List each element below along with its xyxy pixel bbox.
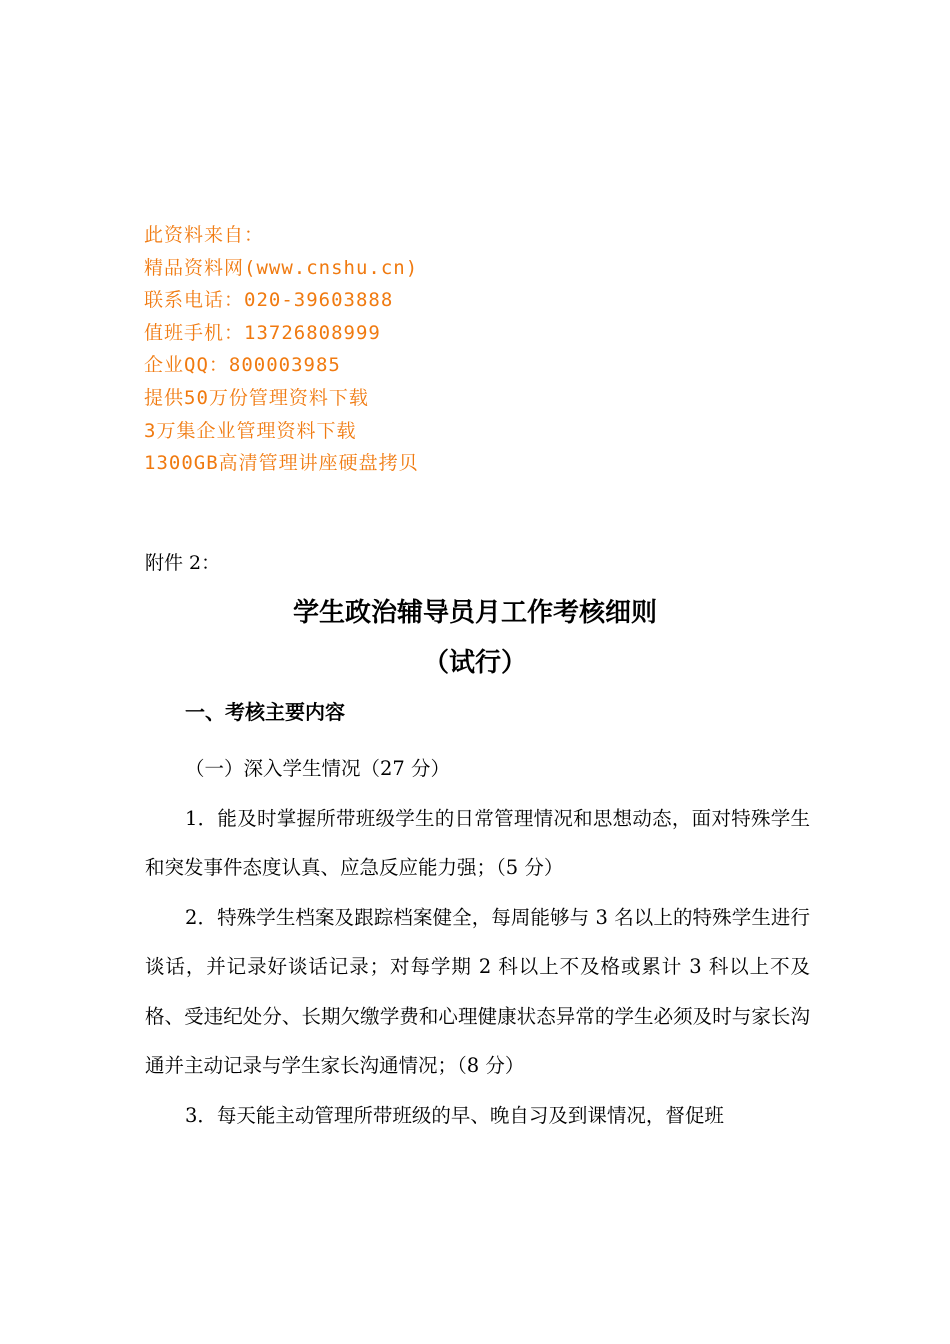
- promo-line-qq: 企业QQ：800003985: [144, 354, 341, 377]
- promo-line-phone: 联系电话：020-39603888: [144, 289, 394, 312]
- document-body: [145, 744, 810, 1140]
- criterion-paragraph-2: 2．特殊学生档案及跟踪档案健全，每周能够与 3 名以上的特殊学生进行谈话，并记录好谈话记录；对每学期 2 科以上不及格或累计 3 科以上不及格、受违纪处分、长期欠缴学费和心理健康状态异常的学生必须及时与家长沟通并主动记录与学生家长沟通情况；（8 分）: [145, 905, 810, 1077]
- promo-line-offer-3: 1300GB高清管理讲座硬盘拷贝: [144, 452, 419, 475]
- promo-line-offer-1: 提供50万份管理资料下载: [144, 386, 369, 409]
- promo-line-source: 此资料来自：: [144, 224, 265, 246]
- document-title: 学生政治辅导员月工作考核细则: [292, 598, 657, 628]
- promo-block: [144, 219, 564, 480]
- criterion-paragraph-3: 3．每天能主动管理所带班级的早、晚自习及到课情况，督促班: [185, 1103, 724, 1127]
- promo-line-website: 精品资料网(www.cnshu.cn): [144, 256, 419, 279]
- attachment-label: 附件 2：: [145, 552, 221, 574]
- promo-line-mobile: 值班手机：13726808999: [144, 321, 381, 344]
- promo-line-offer-2: 3万集企业管理资料下载: [144, 419, 357, 442]
- criterion-paragraph-1: 1．能及时掌握所带班级学生的日常管理情况和思想动态，面对特殊学生和突发事件态度认真、应急反应能力强；（5 分）: [145, 806, 810, 879]
- subsection-heading: （一）深入学生情况（27 分）: [185, 757, 451, 780]
- section-heading: 一、考核主要内容: [185, 700, 345, 724]
- document-subtitle: （试行）: [422, 648, 527, 678]
